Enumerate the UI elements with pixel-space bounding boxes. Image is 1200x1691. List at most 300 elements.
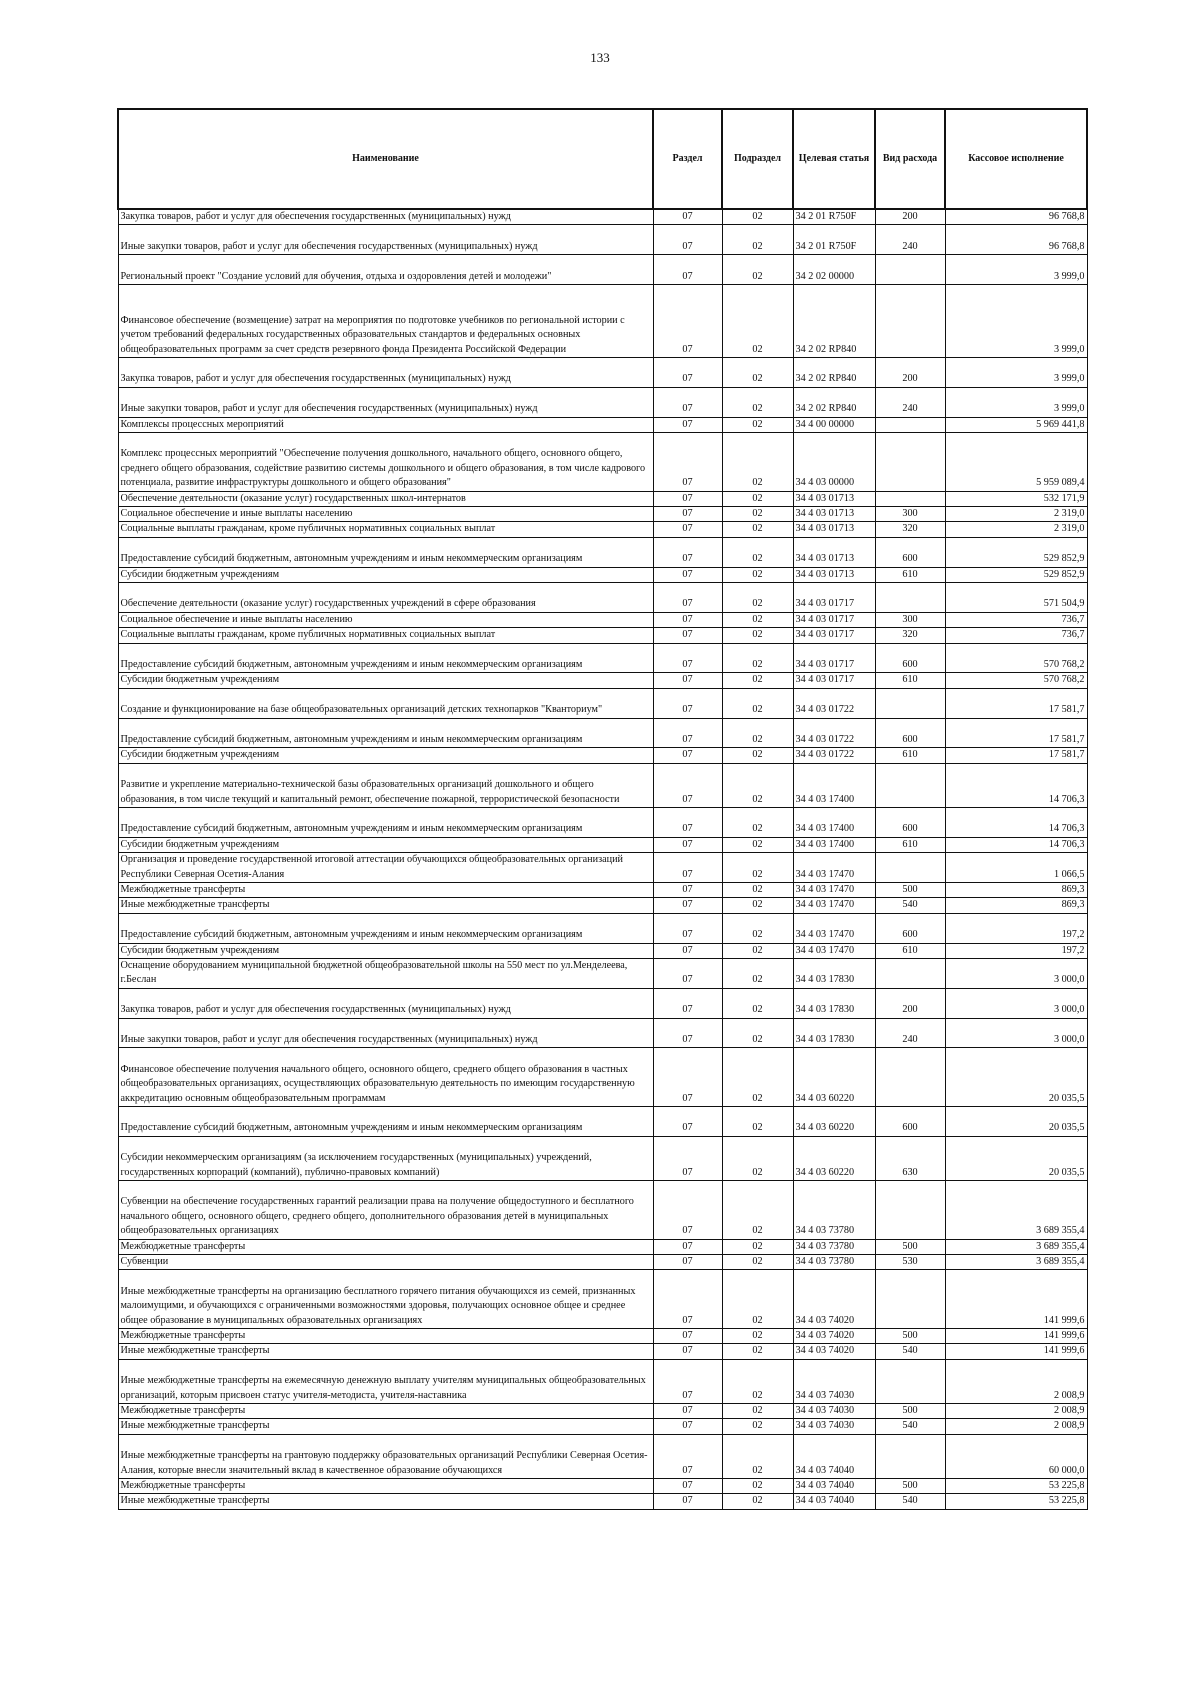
- row-section-cell: 07: [653, 417, 722, 432]
- row-kind-cell: [875, 417, 945, 432]
- row-section-cell: 07: [653, 1239, 722, 1254]
- row-amount-cell: 2 319,0: [945, 522, 1087, 537]
- row-target-cell: 34 4 03 01713: [793, 522, 875, 537]
- row-subsection-cell: 02: [722, 1329, 793, 1344]
- row-target-cell: 34 4 03 01722: [793, 718, 875, 748]
- row-kind-cell: [875, 285, 945, 358]
- row-kind-cell: [875, 1048, 945, 1107]
- row-amount-cell: 2 008,9: [945, 1419, 1087, 1434]
- row-kind-cell: 500: [875, 883, 945, 898]
- row-subsection-cell: 02: [722, 837, 793, 852]
- row-section-cell: 07: [653, 673, 722, 688]
- row-target-cell: 34 4 03 17470: [793, 853, 875, 883]
- row-section-cell: 07: [653, 1419, 722, 1434]
- row-amount-cell: 3 999,0: [945, 255, 1087, 285]
- table-row: [118, 959, 1087, 989]
- row-target-cell: 34 4 03 74020: [793, 1344, 875, 1359]
- row-section-cell: 07: [653, 718, 722, 748]
- row-name-cell: Закупка товаров, работ и услуг для обеспечения государственных (муниципальных) нужд: [118, 358, 653, 388]
- table-row: [118, 1255, 1087, 1270]
- row-section-cell: 07: [653, 748, 722, 763]
- row-amount-cell: 3 689 355,4: [945, 1181, 1087, 1240]
- row-kind-cell: [875, 583, 945, 613]
- row-subsection-cell: 02: [722, 255, 793, 285]
- row-target-cell: 34 4 03 60220: [793, 1048, 875, 1107]
- row-name-cell: Субвенции: [118, 1255, 653, 1270]
- row-name-cell: Региональный проект "Создание условий для обучения, отдыха и оздоровления детей и молодежи": [118, 255, 653, 285]
- table-row: [118, 673, 1087, 688]
- row-section-cell: 07: [653, 1344, 722, 1359]
- row-target-cell: 34 4 03 01722: [793, 688, 875, 718]
- row-name-cell: Иные межбюджетные трансферты: [118, 1419, 653, 1434]
- table-row: [118, 255, 1087, 285]
- table-body: [118, 209, 1087, 1509]
- row-kind-cell: 540: [875, 1419, 945, 1434]
- row-target-cell: 34 2 02 RP840: [793, 358, 875, 388]
- row-subsection-cell: 02: [722, 1479, 793, 1494]
- row-kind-cell: 610: [875, 673, 945, 688]
- row-target-cell: 34 4 03 17400: [793, 763, 875, 807]
- row-name-cell: Иные межбюджетные трансферты: [118, 898, 653, 913]
- row-name-cell: Создание и функционирование на базе общеобразовательных организаций детских технопарков "Кванториум": [118, 688, 653, 718]
- row-amount-cell: 1 066,5: [945, 853, 1087, 883]
- row-target-cell: 34 4 03 74030: [793, 1404, 875, 1419]
- row-target-cell: 34 4 03 17400: [793, 808, 875, 838]
- row-section-cell: 07: [653, 225, 722, 255]
- table-row: [118, 1419, 1087, 1434]
- row-kind-cell: 200: [875, 209, 945, 225]
- row-kind-cell: 240: [875, 225, 945, 255]
- row-section-cell: 07: [653, 628, 722, 643]
- row-name-cell: Субсидии некоммерческим организациям (за исключением государственных (муниципальных) учреждений, государственных корпораций (компаний), публично-правовых компаний): [118, 1136, 653, 1180]
- row-amount-cell: 14 706,3: [945, 763, 1087, 807]
- row-section-cell: 07: [653, 898, 722, 913]
- row-amount-cell: 2 319,0: [945, 507, 1087, 522]
- table-row: [118, 1136, 1087, 1180]
- row-kind-cell: 600: [875, 718, 945, 748]
- row-name-cell: Закупка товаров, работ и услуг для обеспечения государственных (муниципальных) нужд: [118, 209, 653, 225]
- row-kind-cell: 600: [875, 808, 945, 838]
- row-section-cell: 07: [653, 491, 722, 506]
- row-kind-cell: [875, 491, 945, 506]
- row-section-cell: 07: [653, 1136, 722, 1180]
- table-row: [118, 522, 1087, 537]
- row-amount-cell: 571 504,9: [945, 583, 1087, 613]
- row-name-cell: Обеспечение деятельности (оказание услуг) государственных учреждений в сфере образования: [118, 583, 653, 613]
- row-target-cell: 34 4 03 17830: [793, 1018, 875, 1048]
- row-amount-cell: 869,3: [945, 898, 1087, 913]
- row-subsection-cell: 02: [722, 285, 793, 358]
- row-target-cell: 34 4 03 74040: [793, 1494, 875, 1509]
- row-name-cell: Социальные выплаты гражданам, кроме публичных нормативных социальных выплат: [118, 522, 653, 537]
- row-kind-cell: [875, 1359, 945, 1403]
- row-section-cell: 07: [653, 209, 722, 225]
- row-subsection-cell: 02: [722, 1270, 793, 1329]
- row-subsection-cell: 02: [722, 1359, 793, 1403]
- row-kind-cell: 610: [875, 748, 945, 763]
- row-section-cell: 07: [653, 837, 722, 852]
- table-row: [118, 1018, 1087, 1048]
- table-row: [118, 1494, 1087, 1509]
- row-kind-cell: 540: [875, 1344, 945, 1359]
- table-row: [118, 358, 1087, 388]
- row-target-cell: 34 4 03 00000: [793, 433, 875, 492]
- row-amount-cell: 3 000,0: [945, 988, 1087, 1018]
- row-amount-cell: 3 999,0: [945, 358, 1087, 388]
- row-name-cell: Социальные выплаты гражданам, кроме публичных нормативных социальных выплат: [118, 628, 653, 643]
- row-amount-cell: 3 999,0: [945, 285, 1087, 358]
- row-amount-cell: 869,3: [945, 883, 1087, 898]
- table-row: [118, 225, 1087, 255]
- row-kind-cell: [875, 1181, 945, 1240]
- row-name-cell: Иные закупки товаров, работ и услуг для обеспечения государственных (муниципальных) нужд: [118, 225, 653, 255]
- row-target-cell: 34 2 02 RP840: [793, 285, 875, 358]
- table-row: [118, 537, 1087, 567]
- row-name-cell: Межбюджетные трансферты: [118, 1479, 653, 1494]
- table-row: [118, 433, 1087, 492]
- row-name-cell: Иные межбюджетные трансферты на грантовую поддержку образовательных организаций Республики Северная Осетия-Алания, которые внесли значительный вклад в качественное образование обучающихся: [118, 1434, 653, 1478]
- table-row: [118, 943, 1087, 958]
- row-amount-cell: 14 706,3: [945, 837, 1087, 852]
- table-row: [118, 417, 1087, 432]
- table-row: [118, 1107, 1087, 1137]
- row-kind-cell: [875, 688, 945, 718]
- table-row: [118, 763, 1087, 807]
- row-kind-cell: 500: [875, 1404, 945, 1419]
- row-amount-cell: 5 969 441,8: [945, 417, 1087, 432]
- row-name-cell: Социальное обеспечение и иные выплаты населению: [118, 507, 653, 522]
- row-target-cell: 34 4 03 01713: [793, 491, 875, 506]
- row-section-cell: 07: [653, 387, 722, 417]
- row-section-cell: 07: [653, 1329, 722, 1344]
- row-subsection-cell: 02: [722, 417, 793, 432]
- row-target-cell: 34 4 03 74030: [793, 1419, 875, 1434]
- row-target-cell: 34 4 03 01717: [793, 628, 875, 643]
- table-row: [118, 883, 1087, 898]
- row-subsection-cell: 02: [722, 1344, 793, 1359]
- table-row: [118, 285, 1087, 358]
- row-target-cell: 34 4 03 01722: [793, 748, 875, 763]
- row-target-cell: 34 2 02 00000: [793, 255, 875, 285]
- row-amount-cell: 570 768,2: [945, 643, 1087, 673]
- row-kind-cell: 500: [875, 1329, 945, 1344]
- row-kind-cell: 240: [875, 387, 945, 417]
- row-subsection-cell: 02: [722, 1136, 793, 1180]
- row-kind-cell: [875, 959, 945, 989]
- table-row: [118, 1344, 1087, 1359]
- row-name-cell: Субвенции на обеспечение государственных гарантий реализации права на получение общедоступного и бесплатного начального общего, основного общего, среднего общего, дополнительного образования детей в муниципальных общеобразовательных организациях: [118, 1181, 653, 1240]
- table-row: [118, 1270, 1087, 1329]
- row-subsection-cell: 02: [722, 1494, 793, 1509]
- row-name-cell: Субсидии бюджетным учреждениям: [118, 943, 653, 958]
- row-target-cell: 34 2 01 R750F: [793, 209, 875, 225]
- row-target-cell: 34 4 00 00000: [793, 417, 875, 432]
- row-name-cell: Предоставление субсидий бюджетным, автономным учреждениям и иным некоммерческим организациям: [118, 643, 653, 673]
- row-subsection-cell: 02: [722, 225, 793, 255]
- table-row: [118, 808, 1087, 838]
- row-name-cell: Иные межбюджетные трансферты на ежемесячную денежную выплату учителям муниципальных общеобразовательных организаций, которым присвоен статус учителя-методиста, учителя-наставника: [118, 1359, 653, 1403]
- row-amount-cell: 20 035,5: [945, 1136, 1087, 1180]
- row-amount-cell: 197,2: [945, 913, 1087, 943]
- row-target-cell: 34 2 02 RP840: [793, 387, 875, 417]
- table-row: [118, 612, 1087, 627]
- row-target-cell: 34 4 03 74040: [793, 1479, 875, 1494]
- row-kind-cell: [875, 763, 945, 807]
- row-target-cell: 34 4 03 74040: [793, 1434, 875, 1478]
- row-section-cell: 07: [653, 285, 722, 358]
- row-name-cell: Иные межбюджетные трансферты: [118, 1494, 653, 1509]
- row-name-cell: Межбюджетные трансферты: [118, 883, 653, 898]
- row-amount-cell: 96 768,8: [945, 225, 1087, 255]
- row-amount-cell: 3 689 355,4: [945, 1255, 1087, 1270]
- row-target-cell: 34 4 03 74020: [793, 1270, 875, 1329]
- row-amount-cell: 2 008,9: [945, 1359, 1087, 1403]
- row-name-cell: Предоставление субсидий бюджетным, автономным учреждениям и иным некоммерческим организациям: [118, 808, 653, 838]
- row-target-cell: 34 4 03 73780: [793, 1181, 875, 1240]
- row-subsection-cell: 02: [722, 433, 793, 492]
- row-section-cell: 07: [653, 612, 722, 627]
- row-name-cell: Предоставление субсидий бюджетным, автономным учреждениям и иным некоммерческим организациям: [118, 1107, 653, 1137]
- row-kind-cell: 300: [875, 507, 945, 522]
- row-section-cell: 07: [653, 959, 722, 989]
- row-name-cell: Обеспечение деятельности (оказание услуг) государственных школ-интернатов: [118, 491, 653, 506]
- row-subsection-cell: 02: [722, 358, 793, 388]
- row-amount-cell: 3 000,0: [945, 1018, 1087, 1048]
- row-subsection-cell: 02: [722, 988, 793, 1018]
- row-subsection-cell: 02: [722, 387, 793, 417]
- row-name-cell: Комплекс процессных мероприятий "Обеспечение получения дошкольного, начального общего, основного общего, среднего общего образования, содействие развитию системы дошкольного и общего образования, в том числе кадрового потенциала, развитие инфраструктуры дошкольного и общего образования": [118, 433, 653, 492]
- row-subsection-cell: 02: [722, 883, 793, 898]
- row-name-cell: Финансовое обеспечение (возмещение) затрат на мероприятия по подготовке учебников по региональной истории с учетом требований федеральных государственных образовательных стандартов и федеральных основных общеобразовательных программ за счет средств резервного фонда Президента Российской Федерации: [118, 285, 653, 358]
- row-section-cell: 07: [653, 808, 722, 838]
- row-amount-cell: 53 225,8: [945, 1494, 1087, 1509]
- row-section-cell: 07: [653, 1494, 722, 1509]
- row-target-cell: 34 4 03 01717: [793, 583, 875, 613]
- row-kind-cell: [875, 433, 945, 492]
- table-row: [118, 1404, 1087, 1419]
- table-row: [118, 913, 1087, 943]
- row-name-cell: Комплексы процессных мероприятий: [118, 417, 653, 432]
- row-target-cell: 34 4 03 17830: [793, 988, 875, 1018]
- row-amount-cell: 532 171,9: [945, 491, 1087, 506]
- col-header-cash: Кассовое исполнение: [945, 109, 1087, 209]
- table-row: [118, 1359, 1087, 1403]
- row-section-cell: 07: [653, 1018, 722, 1048]
- col-header-section: Раздел: [653, 109, 722, 209]
- budget-table: [117, 108, 1088, 1510]
- row-kind-cell: [875, 1434, 945, 1478]
- row-name-cell: Предоставление субсидий бюджетным, автономным учреждениям и иным некоммерческим организациям: [118, 718, 653, 748]
- row-target-cell: 34 4 03 17470: [793, 913, 875, 943]
- row-target-cell: 34 4 03 74020: [793, 1329, 875, 1344]
- row-section-cell: 07: [653, 853, 722, 883]
- table-row: [118, 1048, 1087, 1107]
- row-kind-cell: 200: [875, 988, 945, 1018]
- table-row: [118, 1479, 1087, 1494]
- row-amount-cell: 3 689 355,4: [945, 1239, 1087, 1254]
- row-name-cell: Субсидии бюджетным учреждениям: [118, 837, 653, 852]
- table-row: [118, 988, 1087, 1018]
- row-kind-cell: 610: [875, 567, 945, 582]
- row-kind-cell: 600: [875, 1107, 945, 1137]
- row-name-cell: Организация и проведение государственной итоговой аттестации обучающихся общеобразовательных организаций Республики Северная Осетия-Алания: [118, 853, 653, 883]
- row-kind-cell: 320: [875, 628, 945, 643]
- row-target-cell: 34 4 03 01713: [793, 507, 875, 522]
- row-subsection-cell: 02: [722, 628, 793, 643]
- row-section-cell: 07: [653, 913, 722, 943]
- row-subsection-cell: 02: [722, 1048, 793, 1107]
- row-name-cell: Иные межбюджетные трансферты на организацию бесплатного горячего питания обучающихся из семей, признанных малоимущими, и обучающихся с ограниченными возможностями здоровья, получающих основное общее и среднее общее образование в муниципальных образовательных организациях: [118, 1270, 653, 1329]
- page-number: 133: [590, 50, 610, 65]
- row-amount-cell: 20 035,5: [945, 1048, 1087, 1107]
- row-section-cell: 07: [653, 1434, 722, 1478]
- table-row: [118, 1434, 1087, 1478]
- row-section-cell: 07: [653, 507, 722, 522]
- row-kind-cell: 600: [875, 913, 945, 943]
- row-section-cell: 07: [653, 358, 722, 388]
- row-subsection-cell: 02: [722, 522, 793, 537]
- row-subsection-cell: 02: [722, 718, 793, 748]
- row-kind-cell: 240: [875, 1018, 945, 1048]
- table-row: [118, 853, 1087, 883]
- row-subsection-cell: 02: [722, 209, 793, 225]
- row-subsection-cell: 02: [722, 808, 793, 838]
- row-amount-cell: 53 225,8: [945, 1479, 1087, 1494]
- row-section-cell: 07: [653, 1181, 722, 1240]
- row-kind-cell: 600: [875, 643, 945, 673]
- row-target-cell: 34 4 03 17470: [793, 883, 875, 898]
- row-amount-cell: 529 852,9: [945, 537, 1087, 567]
- row-kind-cell: 610: [875, 943, 945, 958]
- table-row: [118, 748, 1087, 763]
- row-name-cell: Субсидии бюджетным учреждениям: [118, 673, 653, 688]
- row-target-cell: 34 4 03 01717: [793, 612, 875, 627]
- row-amount-cell: 570 768,2: [945, 673, 1087, 688]
- row-kind-cell: 630: [875, 1136, 945, 1180]
- row-section-cell: 07: [653, 567, 722, 582]
- row-kind-cell: 500: [875, 1479, 945, 1494]
- row-kind-cell: 320: [875, 522, 945, 537]
- row-subsection-cell: 02: [722, 688, 793, 718]
- row-amount-cell: 529 852,9: [945, 567, 1087, 582]
- row-section-cell: 07: [653, 988, 722, 1018]
- row-amount-cell: 3 999,0: [945, 387, 1087, 417]
- row-subsection-cell: 02: [722, 673, 793, 688]
- row-target-cell: 34 2 01 R750F: [793, 225, 875, 255]
- col-header-target: Целевая статья: [793, 109, 875, 209]
- table-row: [118, 567, 1087, 582]
- row-name-cell: Субсидии бюджетным учреждениям: [118, 748, 653, 763]
- row-name-cell: Иные закупки товаров, работ и услуг для обеспечения государственных (муниципальных) нужд: [118, 1018, 653, 1048]
- col-header-subsection: Подраздел: [722, 109, 793, 209]
- row-subsection-cell: 02: [722, 959, 793, 989]
- row-name-cell: Социальное обеспечение и иные выплаты населению: [118, 612, 653, 627]
- row-name-cell: Предоставление субсидий бюджетным, автономным учреждениям и иным некоммерческим организациям: [118, 913, 653, 943]
- row-target-cell: 34 4 03 60220: [793, 1107, 875, 1137]
- row-subsection-cell: 02: [722, 853, 793, 883]
- row-section-cell: 07: [653, 255, 722, 285]
- row-kind-cell: [875, 255, 945, 285]
- row-subsection-cell: 02: [722, 1434, 793, 1478]
- row-target-cell: 34 4 03 17400: [793, 837, 875, 852]
- row-name-cell: Оснащение оборудованием муниципальной бюджетной общеобразовательной школы на 550 мест по ул.Менделеева, г.Беслан: [118, 959, 653, 989]
- row-section-cell: 07: [653, 883, 722, 898]
- row-section-cell: 07: [653, 643, 722, 673]
- row-target-cell: 34 4 03 73780: [793, 1239, 875, 1254]
- row-amount-cell: 5 959 089,4: [945, 433, 1087, 492]
- row-target-cell: 34 4 03 74030: [793, 1359, 875, 1403]
- row-amount-cell: 20 035,5: [945, 1107, 1087, 1137]
- table-row: [118, 583, 1087, 613]
- row-section-cell: 07: [653, 1107, 722, 1137]
- row-section-cell: 07: [653, 1048, 722, 1107]
- table-row: [118, 507, 1087, 522]
- table-row: [118, 688, 1087, 718]
- row-section-cell: 07: [653, 522, 722, 537]
- row-amount-cell: 17 581,7: [945, 688, 1087, 718]
- row-subsection-cell: 02: [722, 537, 793, 567]
- row-amount-cell: 141 999,6: [945, 1329, 1087, 1344]
- row-name-cell: Иные закупки товаров, работ и услуг для обеспечения государственных (муниципальных) нужд: [118, 387, 653, 417]
- row-amount-cell: 2 008,9: [945, 1404, 1087, 1419]
- row-subsection-cell: 02: [722, 898, 793, 913]
- row-kind-cell: 300: [875, 612, 945, 627]
- table-row: [118, 1239, 1087, 1254]
- row-section-cell: 07: [653, 688, 722, 718]
- row-amount-cell: 141 999,6: [945, 1344, 1087, 1359]
- row-section-cell: 07: [653, 1404, 722, 1419]
- row-subsection-cell: 02: [722, 1018, 793, 1048]
- table-row: [118, 1181, 1087, 1240]
- row-amount-cell: 96 768,8: [945, 209, 1087, 225]
- row-kind-cell: 500: [875, 1239, 945, 1254]
- col-header-name: Наименование: [118, 109, 653, 209]
- row-subsection-cell: 02: [722, 1404, 793, 1419]
- row-subsection-cell: 02: [722, 583, 793, 613]
- row-target-cell: 34 4 03 60220: [793, 1136, 875, 1180]
- row-subsection-cell: 02: [722, 1419, 793, 1434]
- row-target-cell: 34 4 03 01717: [793, 673, 875, 688]
- row-amount-cell: 60 000,0: [945, 1434, 1087, 1478]
- row-section-cell: 07: [653, 1479, 722, 1494]
- row-subsection-cell: 02: [722, 1181, 793, 1240]
- row-section-cell: 07: [653, 537, 722, 567]
- row-amount-cell: 3 000,0: [945, 959, 1087, 989]
- table-row: [118, 209, 1087, 225]
- row-section-cell: 07: [653, 583, 722, 613]
- row-amount-cell: 14 706,3: [945, 808, 1087, 838]
- row-subsection-cell: 02: [722, 1239, 793, 1254]
- row-kind-cell: [875, 1270, 945, 1329]
- row-section-cell: 07: [653, 1270, 722, 1329]
- row-subsection-cell: 02: [722, 491, 793, 506]
- row-kind-cell: 200: [875, 358, 945, 388]
- row-target-cell: 34 4 03 17830: [793, 959, 875, 989]
- row-kind-cell: 540: [875, 1494, 945, 1509]
- row-kind-cell: 530: [875, 1255, 945, 1270]
- row-subsection-cell: 02: [722, 748, 793, 763]
- table-row: [118, 837, 1087, 852]
- row-section-cell: 07: [653, 1359, 722, 1403]
- row-target-cell: 34 4 03 01713: [793, 567, 875, 582]
- table-header-row: [118, 109, 1087, 209]
- row-name-cell: Межбюджетные трансферты: [118, 1404, 653, 1419]
- row-subsection-cell: 02: [722, 763, 793, 807]
- row-name-cell: Финансовое обеспечение получения начального общего, основного общего, среднего общего образования в частных общеобразовательных организациях, осуществляющих образовательную деятельность по имеющим государственную аккредитацию основным общеобразовательным программам: [118, 1048, 653, 1107]
- table-row: [118, 1329, 1087, 1344]
- row-kind-cell: 610: [875, 837, 945, 852]
- row-target-cell: 34 4 03 17470: [793, 898, 875, 913]
